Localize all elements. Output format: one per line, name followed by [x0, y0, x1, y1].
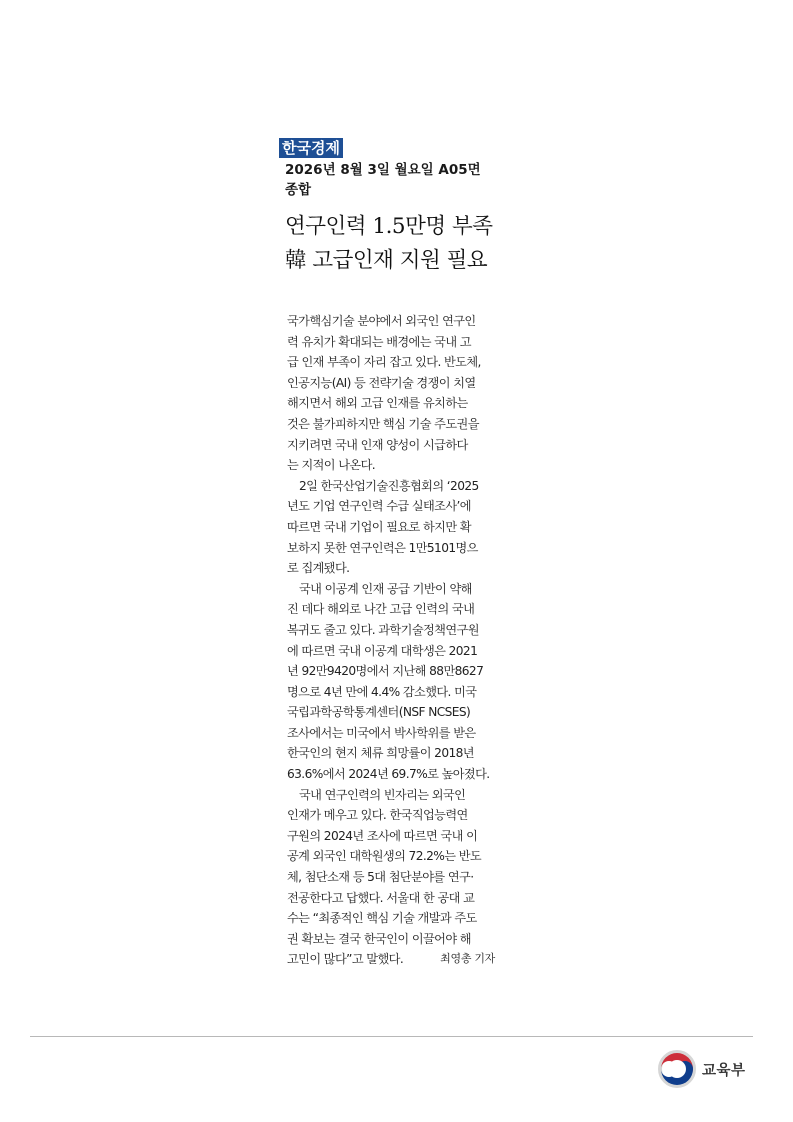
- body-line: 보하지 못한 연구인력은 1만5101명으: [287, 540, 478, 555]
- ministry-logo: [658, 1050, 746, 1088]
- body-line-final: 고민이 많다”고 말했다.: [287, 952, 404, 967]
- body-line: 에 따르면 국내 이공계 대학생은 2021: [287, 643, 478, 658]
- body-line: 국가핵심기술 분야에서 외국인 연구인: [287, 314, 476, 328]
- body-line: 는 지적이 나온다.: [287, 458, 376, 473]
- ministry-name: 교육부: [702, 1062, 746, 1079]
- byline: 최영총 기자: [440, 952, 495, 966]
- body-line: 년도 기업 연구인력 수급 실태조사’에: [287, 499, 471, 514]
- newspaper-masthead: 한국경제: [279, 138, 343, 158]
- body-line: 것은 불가피하지만 핵심 기술 주도권을: [287, 416, 479, 431]
- headline-line-2: 韓 고급인재 지원 필요: [285, 248, 488, 273]
- body-line: 권 확보는 결국 한국인이 이끌어야 해: [287, 931, 471, 946]
- body-line: 2일 한국산업기술진흥협회의 ‘2025: [299, 478, 479, 493]
- section-label: 종합: [285, 182, 312, 198]
- headline: [285, 210, 545, 278]
- body-line: 명으로 4년 만에 4.4% 감소했다. 미국: [287, 684, 477, 699]
- body-line: 진 데다 해외로 나간 고급 인력의 국내: [287, 602, 475, 617]
- headline-line-1: 연구인력 1.5만명 부족: [285, 214, 493, 239]
- body-line: 력 유치가 확대되는 배경에는 국내 고: [287, 334, 471, 349]
- body-line: 수는 “최종적인 핵심 기술 개발과 주도: [287, 911, 477, 926]
- body-line: 한국인의 현지 체류 희망률이 2018년: [287, 746, 474, 761]
- body-line: 따르면 국내 기업이 필요로 하지만 확: [287, 519, 471, 534]
- body-line: 국내 연구인력의 빈자리는 외국인: [299, 787, 466, 802]
- body-line: 인재가 메우고 있다. 한국직업능력연: [287, 808, 468, 823]
- body-line: 구원의 2024년 조사에 따르면 국내 이: [287, 828, 478, 843]
- body-line: 복귀도 줄고 있다. 과학기술정책연구원: [287, 622, 479, 637]
- article-body: [287, 311, 502, 970]
- publication-date: 2026년 8월 3일 월요일 A05면: [285, 162, 481, 178]
- taegeuk-icon: [658, 1050, 696, 1088]
- body-line: 63.6%에서 2024년 69.7%로 높아졌다.: [287, 767, 490, 782]
- body-line: 년 92만9420명에서 지난해 88만8627: [287, 664, 484, 679]
- body-line: 국립과학공학통계센터(NSF NCSES): [287, 705, 471, 720]
- body-line: 조사에서는 미국에서 박사학위를 받은: [287, 725, 476, 740]
- body-line: 전공한다고 답했다. 서울대 한 공대 교: [287, 890, 475, 905]
- body-line: 지키려면 국내 인재 양성이 시급하다: [287, 437, 468, 452]
- body-line: 인공지능(AI) 등 전략기술 경쟁이 치열: [287, 375, 476, 390]
- body-line: 체, 첨단소재 등 5대 첨단분야를 연구·: [287, 870, 474, 885]
- footer-divider: [30, 1036, 753, 1037]
- body-line: 국내 이공계 인재 공급 기반이 약해: [299, 581, 472, 596]
- body-last-line: [287, 949, 495, 970]
- body-line: 로 집계됐다.: [287, 561, 350, 576]
- body-line: 공계 외국인 대학원생의 72.2%는 반도: [287, 849, 482, 864]
- body-line: 해지면서 해외 고급 인재를 유치하는: [287, 396, 468, 411]
- body-line: 급 인재 부족이 자리 잡고 있다. 반도체,: [287, 355, 481, 370]
